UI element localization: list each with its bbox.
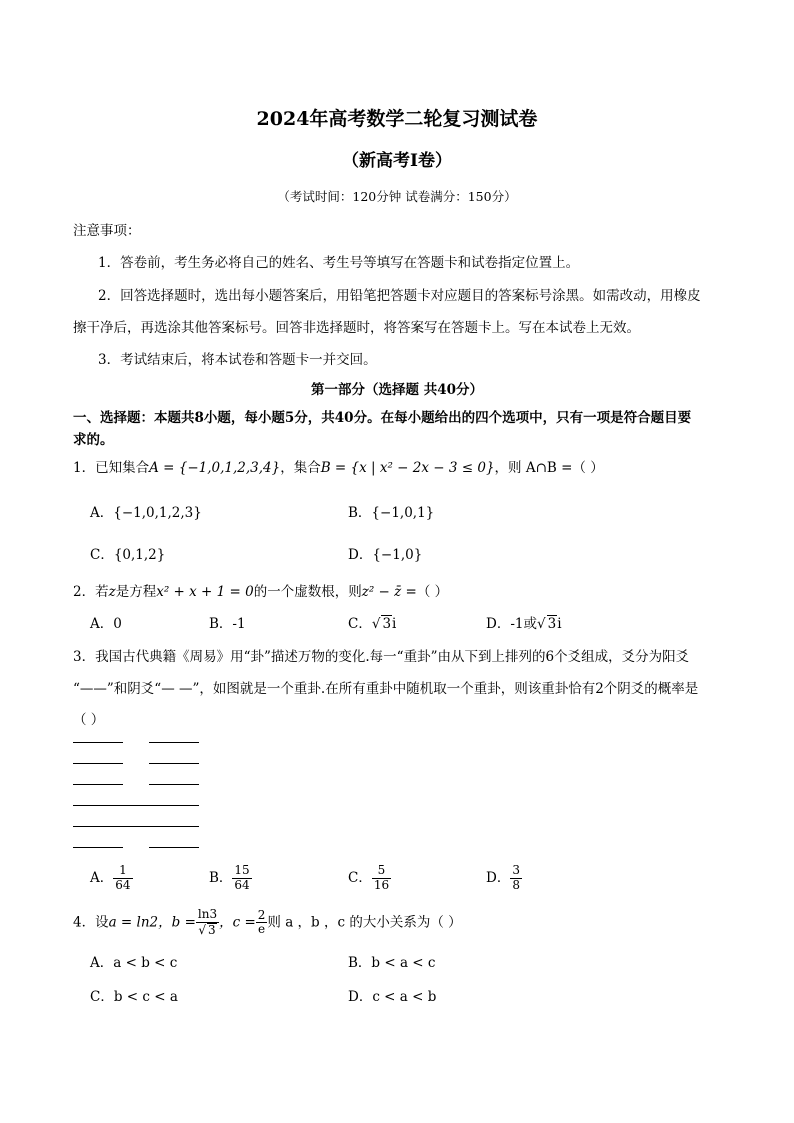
q2-mid: 是方程 xyxy=(115,584,157,600)
q4-a-def: a = ln2 xyxy=(108,914,159,931)
q1-set-a: A = {−1,0,1,2,3,4} xyxy=(149,460,281,476)
q3-option-d-fraction: $\frac{3}{8}$ xyxy=(512,863,520,892)
q2-equation: x² + x + 1 = 0 xyxy=(156,584,254,600)
q3-option-b-fraction: $\frac{15}{64}$ xyxy=(234,863,250,892)
q4-option-d: D．c < a < b xyxy=(348,989,437,1005)
q4-option-a: A．a < b < c xyxy=(90,955,178,971)
hexagram-yang-line xyxy=(73,826,199,827)
note-item-3: 3．考试结束后，将本试卷和答题卡一并交回。 xyxy=(98,352,377,368)
q3-option-a: A． $\frac{1}{64}$ xyxy=(90,863,131,892)
q4-option-b: B．b < a < c xyxy=(348,955,436,971)
part1-heading: 第一部分（选择题 共40分） xyxy=(311,382,483,398)
q2-option-c-radicand: 3 xyxy=(382,616,392,632)
q4-b-fraction: $\frac{\ln 3}{√ 3}$ xyxy=(197,907,218,937)
note-item-2-line1: 2．回答选择题时，选出每小题答案后，用铅笔把答题卡对应题目的答案标号涂黑。如需改动，用橡皮 xyxy=(98,288,701,304)
q1-tail: ，则 A∩B =（ ） xyxy=(494,460,604,476)
hexagram-yin-segment xyxy=(149,784,199,785)
q1-prefix: 1．已知集合 xyxy=(73,460,150,476)
q3-option-d: D． $\frac{3}{8}$ xyxy=(486,863,520,892)
notes-heading: 注意事项： xyxy=(73,223,141,239)
q1-option-b: B．{−1,0,1} xyxy=(348,505,435,521)
q2-option-c: C．√ 3i xyxy=(348,616,397,632)
question-3-line3: （ ） xyxy=(73,712,105,728)
q2-prefix: 2．若 xyxy=(73,584,109,600)
exam-subtitle: （新高考Ⅰ卷） xyxy=(342,151,452,171)
question-3-line1: 3．我国古代典籍《周易》用“卦”描述万物的变化.每一“重卦”由从下到上排列的6个爻组成，爻分为阳爻 xyxy=(73,649,690,665)
hexagram-figure xyxy=(73,740,203,850)
q2-option-d: D．-1或√ 3i xyxy=(486,616,562,632)
question-3-line2: “——”和阴爻“— —”，如图就是一个重卦.在所有重卦中随机取一个重卦，则该重卦恰有2个阴爻的概率是 xyxy=(73,681,699,697)
hexagram-yin-segment xyxy=(149,763,199,764)
q1-option-d: D．{−1,0} xyxy=(348,547,423,563)
q2-expression: z² − z̄ = xyxy=(361,584,417,600)
section-instructions-line1: 一、选择题：本题共8小题，每小题5分，共40分。在每小题给出的四个选项中，只有一项是符合题目要 xyxy=(73,410,692,426)
q2-option-a: A．0 xyxy=(90,616,122,632)
question-1-stem xyxy=(73,456,604,476)
q1-option-c: C．{0,1,2} xyxy=(90,547,166,563)
note-item-1: 1．答卷前，考生务必将自己的姓名、考生号等填写在答题卡和试卷指定位置上。 xyxy=(98,255,580,271)
hexagram-yin-segment xyxy=(73,763,123,764)
time-info: （考试时间：120分钟 试卷满分：150分） xyxy=(277,189,517,204)
q2-option-d-radicand: 3 xyxy=(547,616,557,632)
q4-option-c: C．b < c < a xyxy=(90,989,178,1005)
note-item-2-line2: 擦干净后，再选涂其他答案标号。回答非选择题时，将答案写在答题卡上。写在本试卷上无效。 xyxy=(73,320,640,336)
question-4-stem: 4．设a = ln2，b = $\frac{\ln 3}{√ 3}$ ，c = $\frac{2}{e}$ 则 a ，b ，c 的大小关系为（ ） xyxy=(73,907,462,937)
q2-tail2: （ ） xyxy=(416,584,449,600)
question-2-stem xyxy=(73,580,448,600)
q1-option-a: A．{−1,0,1,2,3} xyxy=(90,505,202,521)
q2-option-b: B．-1 xyxy=(209,616,246,632)
q3-option-a-fraction: $\frac{1}{64}$ xyxy=(115,863,131,892)
q4-c-fraction: $\frac{2}{e}$ xyxy=(257,907,266,937)
q1-set-b: B = {x | x² − 2x − 3 ≤ 0} xyxy=(320,460,495,476)
hexagram-yang-line xyxy=(73,805,199,806)
hexagram-yin-segment xyxy=(73,784,123,785)
hexagram-yin-segment xyxy=(73,742,123,743)
exam-title: 2024年高考数学二轮复习测试卷 xyxy=(256,108,538,130)
section-instructions-line2: 求的。 xyxy=(73,432,114,448)
q3-option-c-fraction: $\frac{5}{16}$ xyxy=(373,863,390,892)
hexagram-yin-segment xyxy=(149,742,199,743)
hexagram-yin-segment xyxy=(149,847,199,848)
q3-option-b: B． $\frac{15}{64}$ xyxy=(209,863,250,892)
q2-z: z xyxy=(108,584,116,600)
q1-mid: ，集合 xyxy=(280,460,321,476)
q2-tail1: 的一个虚数根，则 xyxy=(253,584,362,600)
q3-option-c: C． $\frac{5}{16}$ xyxy=(348,863,390,892)
hexagram-yin-segment xyxy=(73,847,123,848)
